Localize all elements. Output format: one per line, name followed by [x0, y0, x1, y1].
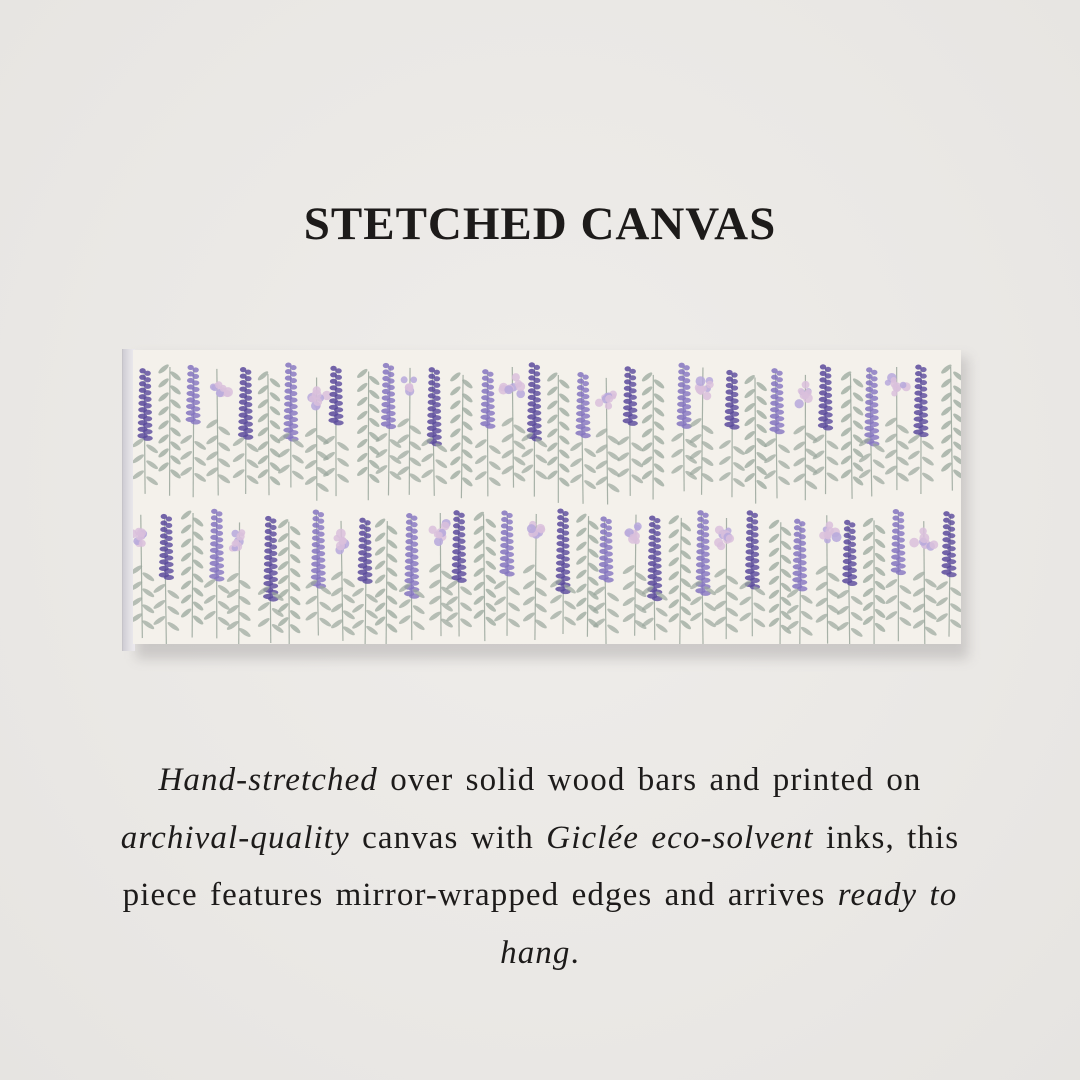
description-em-archival: archival-quality — [120, 819, 350, 856]
description-em-hand-stretched: Hand-stretched — [158, 762, 378, 798]
canvas-artwork — [133, 350, 961, 644]
description-text-1: over solid wood bars and printed on — [377, 762, 922, 798]
canvas-print — [122, 343, 964, 661]
lavender-pattern-artwork — [133, 350, 961, 644]
description-text-4: . — [570, 934, 580, 971]
description-em-ready: ready to hang — [500, 877, 958, 971]
description-text — [90, 752, 990, 982]
description-em-giclee: Giclée eco-solvent — [546, 819, 814, 856]
description-text-2: canvas with — [349, 819, 547, 856]
page-title: STETCHED CANVAS — [303, 198, 777, 250]
description-text-3: inks, this piece features mirror-wrapped edges and arrives — [122, 819, 960, 913]
